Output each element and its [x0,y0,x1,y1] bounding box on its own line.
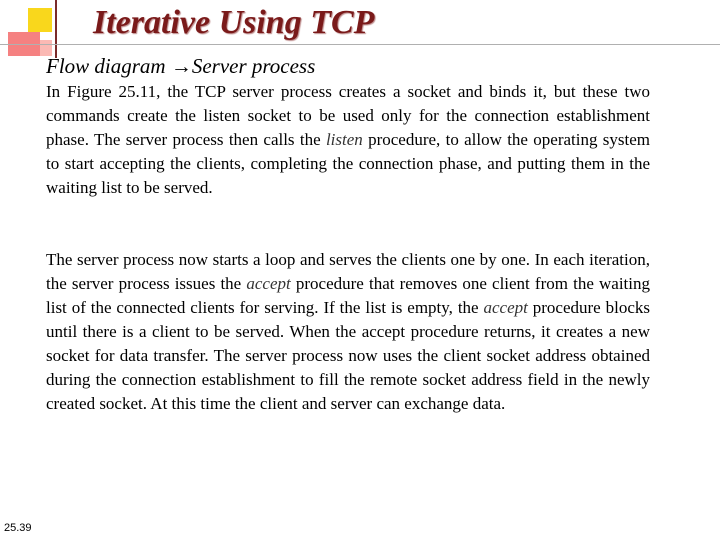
paragraph-listen [46,80,650,200]
keyword-accept: accept [246,274,291,293]
paragraph-text: procedure, to allow the operating system to start accepting the clients, completing the connection phase, and putting them in the waiting list to be served. [46,130,651,197]
slide-title: Iterative Using TCP [93,4,375,41]
decor-vertical-line [55,0,57,58]
subtitle-left: Flow diagram [46,54,166,78]
arrow-right-icon: → [170,54,192,78]
keyword-listen: listen [325,130,363,149]
title-underline [0,44,720,45]
slide-number: 25.39 [4,522,32,534]
paragraph-accept [46,248,650,416]
subtitle-right: Server process [191,54,316,78]
keyword-accept: accept [483,298,528,317]
decor-yellow-square [28,8,52,32]
paragraph-text: In Figure 25.11, the TCP server process creates a socket and binds it, but these two commands create the listen socket to be used only for the connection establishment phase. The server process then calls the [46,82,650,149]
paragraph-text: procedure that removes one client from the waiting list of the connected clients for serving. If the list is empty, the [46,274,651,317]
paragraph-text: The server process now starts a loop and serves the clients one by one. In each iteration, the server process issues the [46,250,650,293]
slide-subtitle [46,54,315,79]
paragraph-text: procedure blocks until there is a client to be served. When the accept procedure returns, it creates a new socket for data transfer. The server process now uses the client socket address obtained during the connection establishment to fill the remote socket address field in the newly created socket. At this time the client and server can exchange data. [46,298,651,413]
